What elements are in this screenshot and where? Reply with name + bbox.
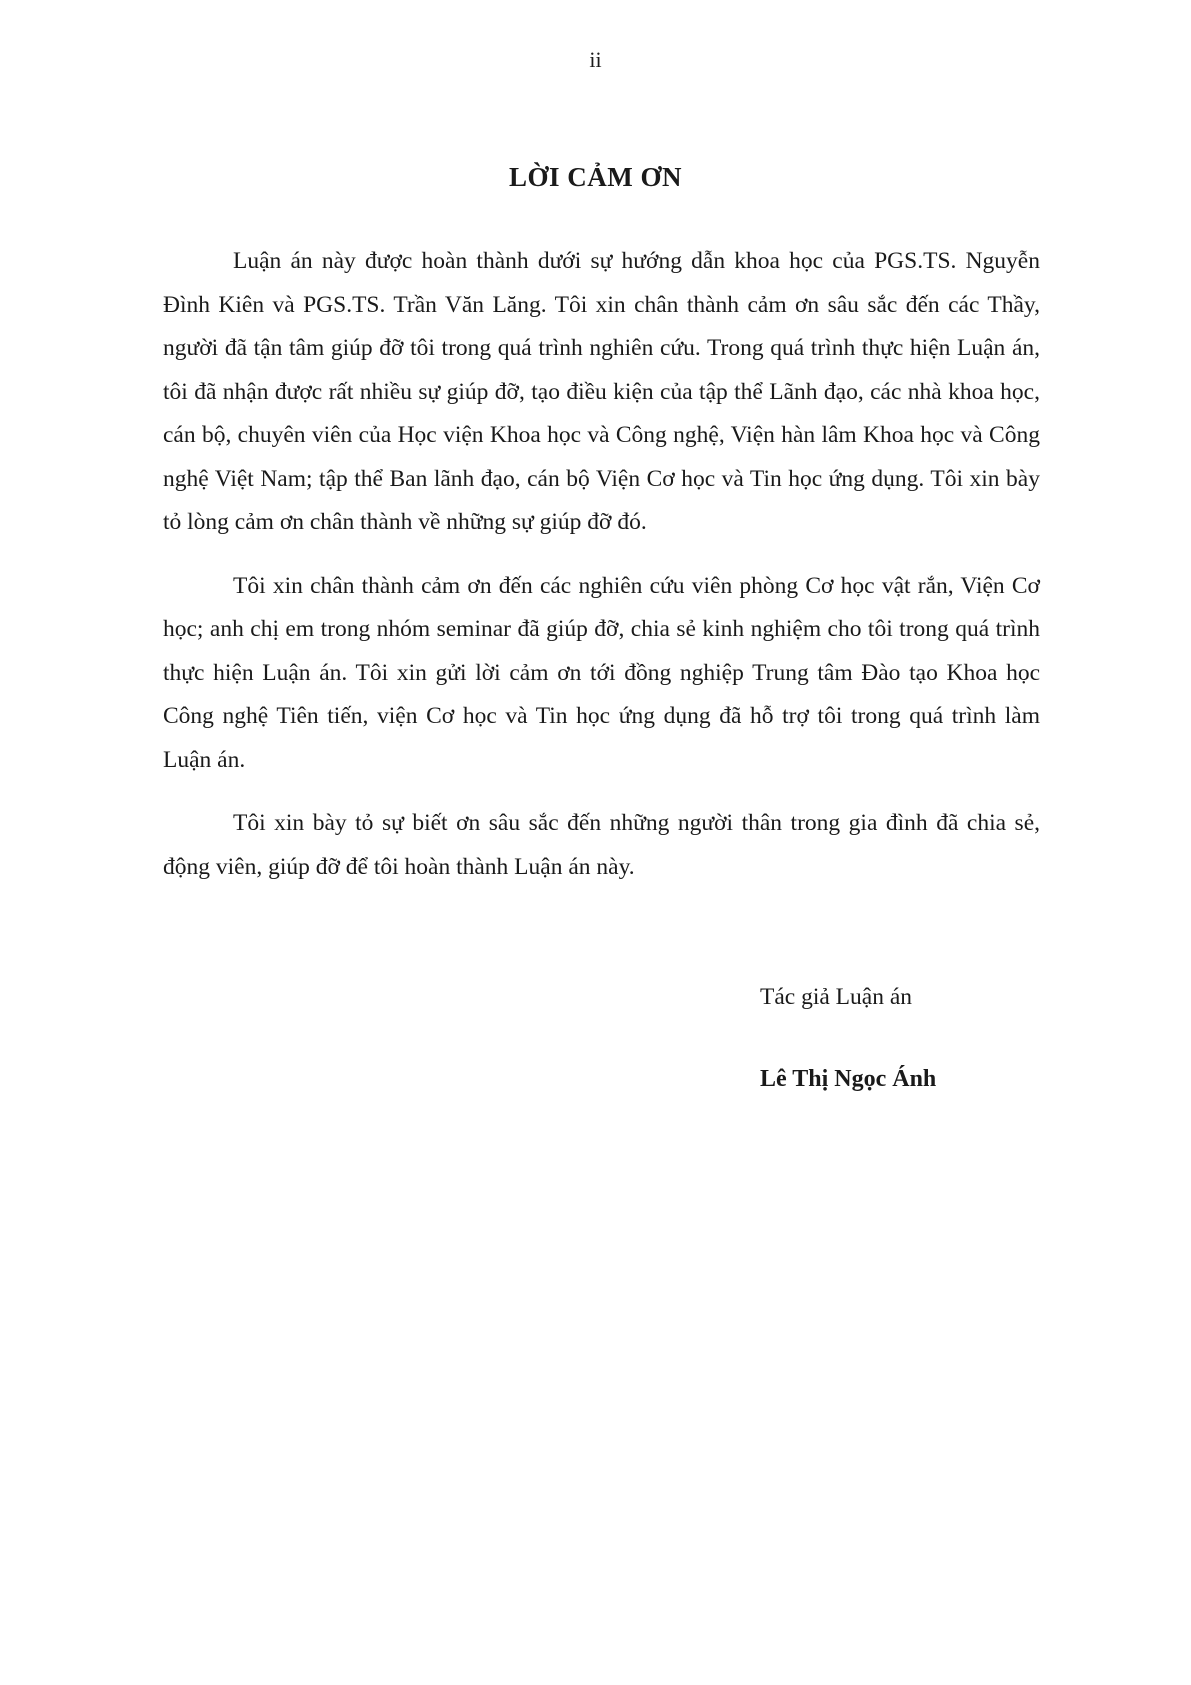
acknowledgement-body: [163, 240, 1040, 909]
signature-block: [760, 982, 1080, 1094]
paragraph-2: Tôi xin chân thành cảm ơn đến các nghiên cứu viên phòng Cơ học vật rắn, Viện Cơ học; anh chị em trong nhóm seminar đã giúp đỡ, chia sẻ kinh nghiệm cho tôi trong quá trình thực hiện Luận án. Tôi xin gửi lời cảm ơn tới đồng nghiệp Trung tâm Đào tạo Khoa học Công nghệ Tiên tiến, viện Cơ học và Tin học ứng dụng đã hỗ trợ tôi trong quá trình làm Luận án.: [163, 572, 1040, 773]
signature-role: Tác giả Luận án: [760, 984, 913, 1010]
page-number: ii: [589, 47, 602, 72]
paragraph-3: Tôi xin bày tỏ sự biết ơn sâu sắc đến những người thân trong gia đình đã chia sẻ, động viên, giúp đỡ để tôi hoàn thành Luận án này.: [163, 810, 1040, 880]
page-title: LỜI CẢM ƠN: [509, 162, 682, 192]
signature-name: Lê Thị Ngọc Ánh: [760, 1066, 937, 1092]
paragraph-1: Luận án này được hoàn thành dưới sự hướng dẫn khoa học của PGS.TS. Nguyễn Đình Kiên và PGS.TS. Trần Văn Lăng. Tôi xin chân thành cảm ơn sâu sắc đến các Thầy, người đã tận tâm giúp đỡ tôi trong quá trình nghiên cứu. Trong quá trình thực hiện Luận án, tôi đã nhận được rất nhiều sự giúp đỡ, tạo điều kiện của tập thể Lãnh đạo, các nhà khoa học, cán bộ, chuyên viên của Học viện Khoa học và Công nghệ, Viện hàn lâm Khoa học và Công nghệ Việt Nam; tập thể Ban lãnh đạo, cán bộ Viện Cơ học và Tin học ứng dụng. Tôi xin bày tỏ lòng cảm ơn chân thành về những sự giúp đỡ đó.: [163, 248, 1040, 535]
